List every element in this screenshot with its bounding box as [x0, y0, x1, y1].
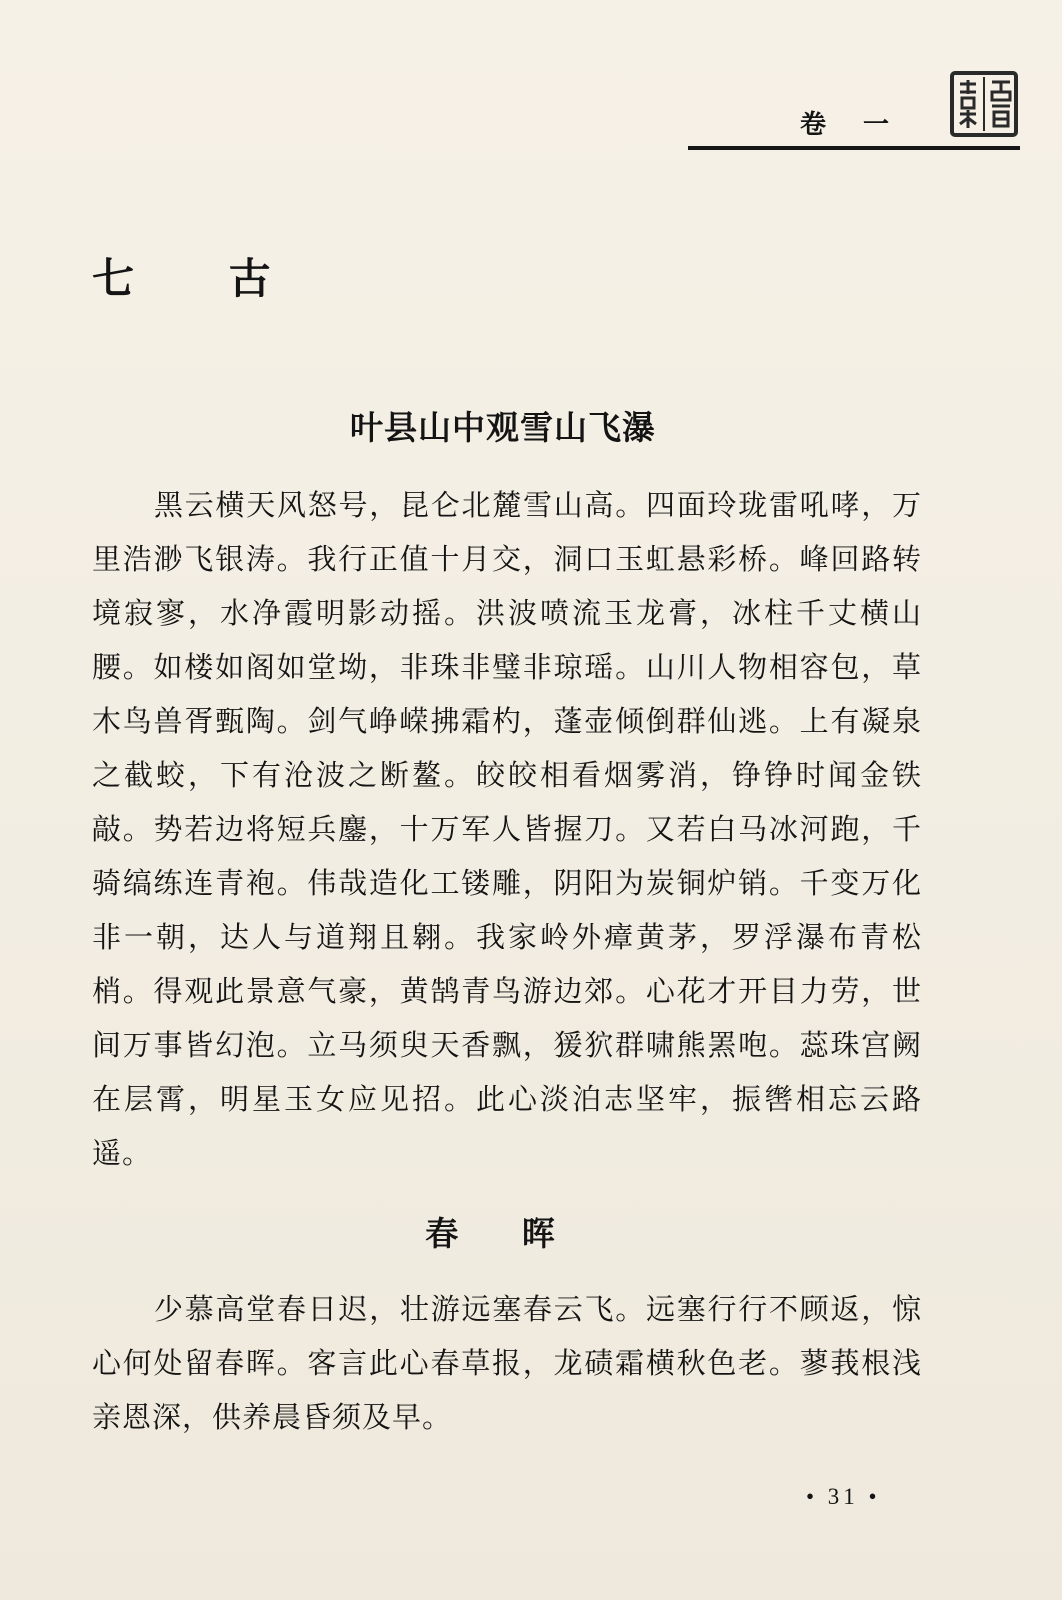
page-number: • 31 • [806, 1484, 881, 1509]
poem-title: 春 晖 [425, 1214, 581, 1253]
poem-title: 叶县山中观雪山飞瀑 [350, 408, 656, 447]
header-rule [688, 146, 1020, 150]
poem-body: 少慕高堂春日迟，壮游远塞春云飞。远塞行行不顾返，惊心何处留春晖。客言此心春草报，龙碛霜横秋色老。蓼莪根浅亲恩深，供养晨昏须及早。 [92, 1292, 922, 1434]
section-title: 七 古 [92, 254, 311, 303]
running-head: 卷 一 [800, 110, 904, 140]
seal-stamp-icon [948, 70, 1020, 138]
poem-body: 黑云横天风怒号，昆仑北麓雪山高。四面玲珑雷吼哮，万里浩渺飞银涛。我行正值十月交，洞口玉虹悬彩桥。峰回路转境寂寥，水净霞明影动摇。洪波喷流玉龙膏，冰柱千丈横山腰。如楼如阁如堂坳，非珠非璧非琼瑶。山川人物相容包，草木鸟兽胥甄陶。剑气峥嵘拂霜杓，蓬壶倾倒群仙逃。上有凝泉之截蛟，下有沧波之断鳌。皎皎相看烟雾消，铮铮时闻金铁敲。势若边将短兵鏖，十万军人皆握刀。又若白马冰河跑，千骑缟练连青袍。伟哉造化工镂雕，阴阳为炭铜炉销。千变万化非一朝，达人与道翔且翱。我家岭外瘴黄茅，罗浮瀑布青松梢。得观此景意气豪，黄鹄青鸟游边郊。心花才开目力劳，世间万事皆幻泡。立马须臾天香飘，猨狖群啸熊罴咆。蕊珠宫阙在层霄，明星玉女应见招。此心淡泊志坚牢，振辔相忘云路遥。 [92, 488, 922, 1170]
